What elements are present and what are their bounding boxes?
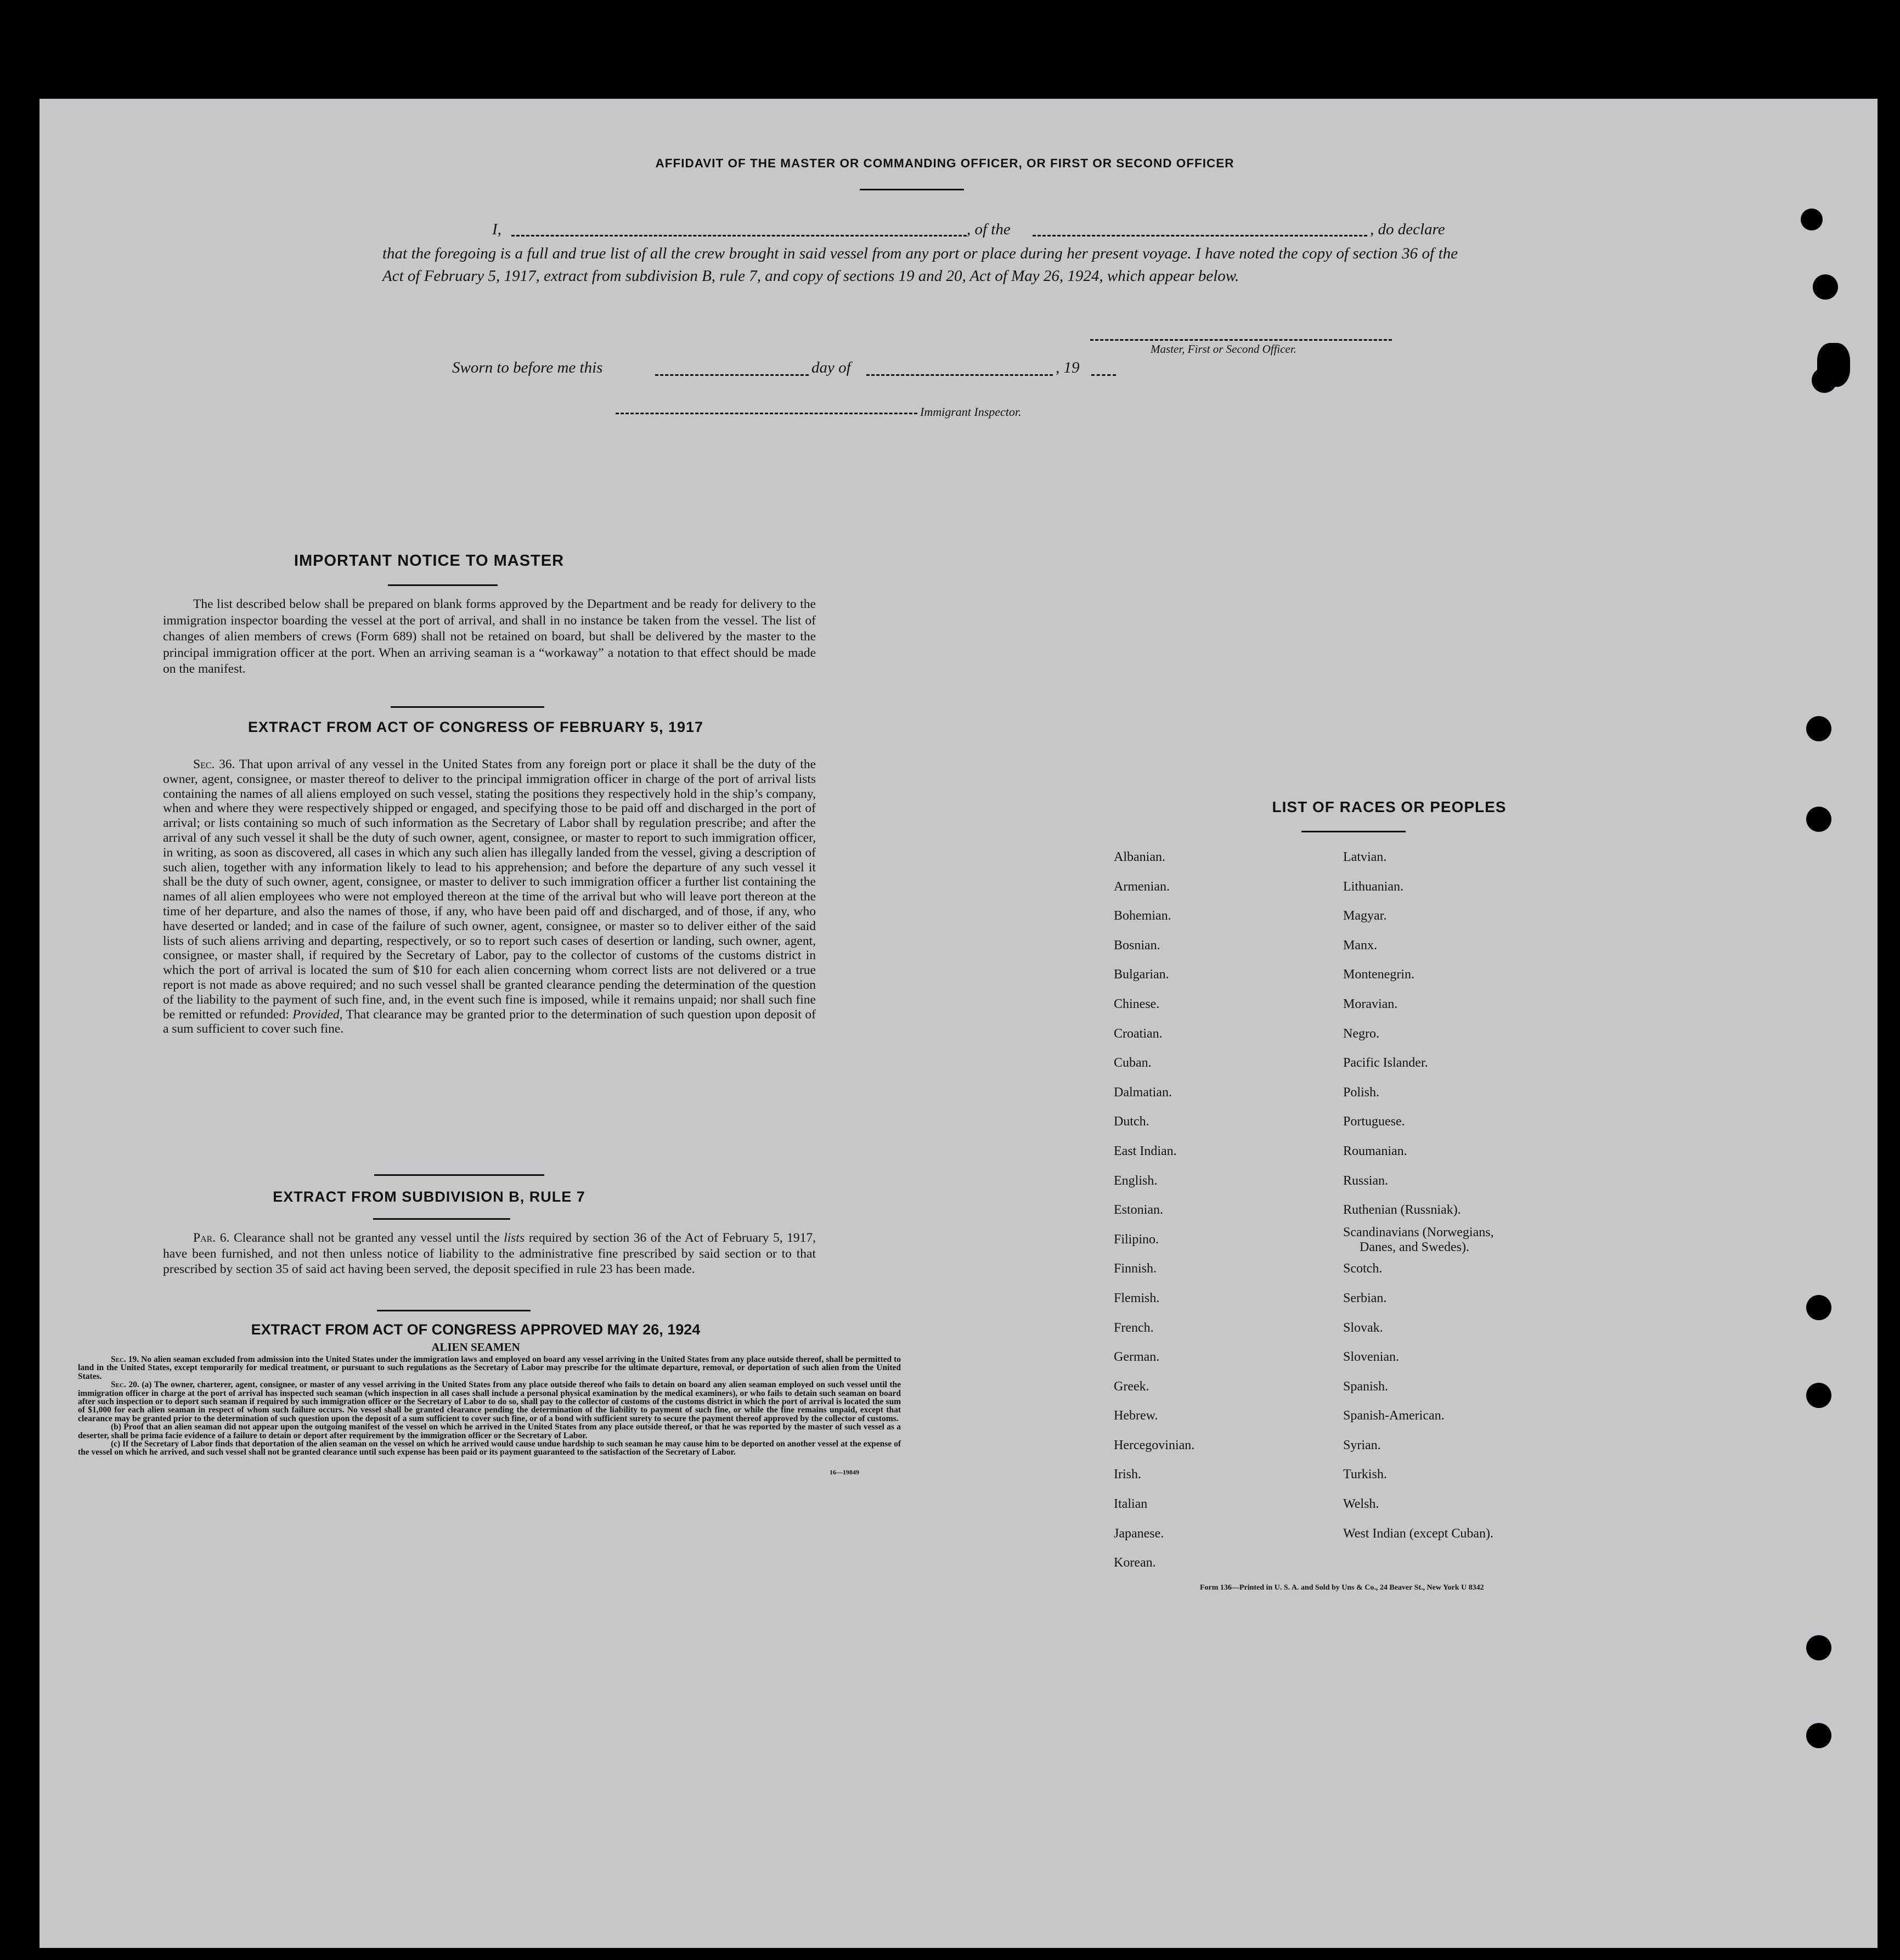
par6-text-a: Clearance shall not be granted any vessel until the (233, 1231, 500, 1245)
sworn-line (452, 359, 1165, 377)
punch-hole (1806, 716, 1831, 741)
race-item: Montenegrin. (1343, 967, 1414, 982)
affidavit-i: I, (492, 221, 501, 238)
race-item: Dutch. (1114, 1114, 1149, 1129)
race-item: Croatian. (1114, 1026, 1163, 1041)
sec36-text-end: That clearance may be granted prior to the determination of such question upon deposit of a sum sufficient to cover such fine. (163, 1007, 816, 1037)
punch-hole (1806, 1295, 1831, 1320)
inspector-signature-line[interactable] (616, 413, 917, 414)
affidavit-of-the: , of the (967, 221, 1011, 238)
race-item: East Indian. (1114, 1144, 1177, 1158)
race-item: Scandinavians (Norwegians, (1343, 1225, 1494, 1240)
race-item: Bosnian. (1114, 938, 1160, 953)
form-number: 16—19849 (830, 1468, 859, 1476)
subdivision-rule (374, 1174, 544, 1176)
form-page (40, 99, 1878, 1948)
sec19-text: No alien seaman excluded from admission into the United States under the immigration laws and employed on board any vessel arriving in the United States from any place outside thereof, shall be permitted to land in the United States, except temporarily for medical treatment, or pursuant to such regulations as the Secretary of Labor may prescribe for the ultimate departure, removal, or deportation of such alien from the United States. (78, 1355, 901, 1381)
race-item: Russian. (1343, 1173, 1389, 1188)
races-heading: LIST OF RACES OR PEOPLES (1272, 798, 1507, 815)
sec36-label: Sec. 36. (193, 757, 235, 771)
sec20-label: Sec. 20. (111, 1380, 139, 1390)
race-item: Magyar. (1343, 909, 1387, 923)
extract1924-rule (377, 1310, 531, 1311)
blank-name[interactable] (511, 235, 967, 236)
race-item: West Indian (except Cuban). (1343, 1526, 1493, 1541)
sec20b-text: (b) Proof that an alien seaman did not appear upon the outgoing manifest of the vessel on which he arrived in the United States from any place outside thereof, or that he was reported by the master of such vessel as a deserter, shall be prima facie evidence of a failure to detain or deport after requirement by the immigration officer or the Secretary of Labor. (78, 1422, 901, 1440)
race-item: Slovenian. (1343, 1350, 1399, 1365)
punch-hole (1806, 1383, 1831, 1408)
race-item: Korean. (1114, 1556, 1156, 1570)
extract1917-text (163, 757, 816, 1037)
sec19-label: Sec. 19. (111, 1355, 139, 1364)
master-signature-line[interactable] (1090, 339, 1392, 341)
punch-hole (1801, 209, 1823, 230)
race-item: Roumanian. (1343, 1144, 1407, 1158)
extract1924-text (78, 1355, 901, 1457)
inspector-caption: Immigrant Inspector. (920, 405, 1022, 419)
sec36-text: That upon arrival of any vessel in the United States from any foreign port or place it shall be the duty of the owner, agent, consignee, or master thereof to deliver to the principal immigration officer in charge of the port of arrival lists containing the names of all aliens employed on such vessel, stating the positions they respectively hold in the ship’s company, when and where they were respectively shipped or engaged, and specifying those to be paid off and discharged in the port of arrival; or lists containing so much of such information as the Secretary of Labor shall by regulation prescribe; and after the arrival of any such vessel it shall be the duty of such owner, agent, consignee, or master to report to such immigration officer, in writing, as soon as discovered, all cases in which any such alien has illegally landed from the vessel, giving a description of such alien, together with any information likely to lead to his apprehension; and before the departure of any such vessel it shall be the duty of such owner, agent, consignee, or master to deliver to such immigration officer a further list containing the names of all alien employees who were not employed thereon at the time of the arrival but who will leave port thereon at the time of her departure, and also the names of those, if any, who have been paid off and discharged, and of those, if any, who have deserted or landed; and in case of the failure of such owner, agent, consignee, or master so to deliver either of the said lists of such aliens arriving and departing, respectively, or so to report such cases of desertion or landing, such owner, agent, consignee, or master shall, if required by the Secretary of Labor, pay to the collector of customs of the customs district in which the port of arrival is located the sum of $10 for each alien concerning whom correct lists are not delivered or a true report is not made as above required; and no such vessel shall be granted clearance pending the determination of the question of the liability to the payment of such fine, and, in the event such fine is imposed, while it remains unpaid; nor shall such fine be remitted or refunded: (163, 757, 816, 1022)
race-item: Albanian. (1114, 850, 1165, 864)
sec36-provided: Provided, (292, 1007, 343, 1022)
race-item: Welsh. (1343, 1497, 1379, 1512)
blank-vessel[interactable] (1033, 235, 1367, 236)
race-item: Italian (1114, 1497, 1148, 1512)
notice-rule (388, 584, 498, 586)
par6-text-b: required by section 36 of the Act of February 5, 1917, have been furnished, and not then unless notice of liability to the administrative fine prescribed by said section or to that prescribed by section 35 of said act having been served, the deposit specified in rule 23 has been made. (163, 1231, 816, 1276)
race-item: Cuban. (1114, 1056, 1152, 1071)
par6-lists: lists (504, 1231, 525, 1245)
race-item: Bulgarian. (1114, 967, 1169, 982)
sec20c-text: (c) If the Secretary of Labor finds that deportation of the alien seaman on the vessel on which he arrived would cause undue hardship to such seaman he may cause him to be deported on another vessel at the expense of the vessel on which he arrived, and such vessel shall not be granted clearance until such expense has been paid or its payment guaranteed to the satisfaction of the Secretary of Labor. (78, 1439, 901, 1457)
races-right-column (1343, 843, 1494, 1548)
race-item: French. (1114, 1320, 1154, 1335)
year-text: , 19 (1056, 359, 1080, 376)
race-item: Irish. (1114, 1467, 1141, 1482)
punch-hole (1806, 807, 1831, 832)
race-item: English. (1114, 1173, 1158, 1188)
race-item: Portuguese. (1343, 1114, 1405, 1129)
blank-day[interactable] (655, 374, 809, 376)
race-item: Hercegovinian. (1114, 1438, 1195, 1452)
race-item: Flemish. (1114, 1291, 1160, 1305)
extract1924-subheading: ALIEN SEAMEN (431, 1341, 520, 1354)
punch-hole (1812, 368, 1837, 393)
race-item: Spanish. (1343, 1379, 1389, 1394)
notice-heading: IMPORTANT NOTICE TO MASTER (294, 552, 565, 570)
sworn-text: Sworn to before me this (452, 359, 603, 376)
races-rule (1301, 831, 1406, 832)
race-item: Chinese. (1114, 996, 1160, 1011)
race-item: Dalmatian. (1114, 1085, 1172, 1100)
race-item: German. (1114, 1350, 1160, 1365)
subdivision-heading-rule (373, 1218, 510, 1220)
day-of-text: day of (811, 359, 851, 376)
race-item: Greek. (1114, 1379, 1149, 1394)
notice-text (163, 596, 816, 678)
sec20a-text: (a) The owner, charterer, agent, consignee, or master of any vessel arriving in the United States from any place outside thereof who fails to detain on board any alien seaman employed on such vessel until the immigration officer in charge at the port of arrival has inspected such seaman (which inspection in all cases shall include a personal physical examination by the medical examiners), or who fails to detain such seaman on board after such inspection or to deport such seaman if required by such immigration officer or the Secretary of Labor to do so, shall pay to the collector of customs of the customs district in which the port of arrival is located the sum of $1,000 for each alien seaman in respect of whom such failure occurs. No vessel shall be granted clearance pending the determination of the liability to payment of such fine, or while the fine remains unpaid, except that clearance may be granted prior to the determination of such question upon the deposit of a sum sufficient to cover such fine, or of a bond with sufficient surety to secure the payment thereof approved by the collector of customs. (78, 1380, 901, 1423)
race-item: Turkish. (1343, 1467, 1387, 1482)
affidavit-body: that the foregoing is a full and true list of all the crew brought in said vessel from any port or place during her present voyage. I have noted the copy of section 36 of the Act of February 5, 1917, extract from subdivision B, rule 7, and copy of sections 19 and 20, Act of May 26, 1924, which appear below. (382, 245, 1458, 285)
punch-hole (1806, 1723, 1831, 1748)
affidavit-declare: , do declare (1370, 221, 1445, 238)
blank-year[interactable] (1091, 374, 1116, 376)
race-item: Syrian. (1343, 1438, 1381, 1452)
race-item: Manx. (1343, 938, 1377, 953)
race-item: Latvian. (1343, 850, 1387, 864)
title-rule (860, 189, 964, 190)
affidavit-title: AFFIDAVIT OF THE MASTER OR COMMANDING OFFICER, OR FIRST OR SECOND OFFICER (655, 156, 1234, 170)
race-item: Japanese. (1114, 1526, 1164, 1541)
race-item: Moravian. (1343, 996, 1398, 1011)
printer-footer: Form 136—Printed in U. S. A. and Sold by Uns & Co., 24 Beaver St., New York U 8342 (1200, 1584, 1484, 1592)
race-item: Filipino. (1114, 1232, 1159, 1247)
affidavit-line1 (380, 221, 1461, 239)
race-item: Armenian. (1114, 879, 1170, 894)
subdivision-heading: EXTRACT FROM SUBDIVISION B, RULE 7 (273, 1189, 585, 1205)
race-item: Slovak. (1343, 1320, 1383, 1335)
master-caption: Master, First or Second Officer. (1151, 342, 1296, 356)
race-item: Pacific Islander. (1343, 1056, 1428, 1071)
race-item: Finnish. (1114, 1261, 1157, 1276)
race-item: Ruthenian (Russniak). (1343, 1203, 1461, 1218)
subdivision-text (163, 1230, 816, 1277)
race-item: Negro. (1343, 1026, 1379, 1041)
race-item: Lithuanian. (1343, 879, 1403, 894)
race-item: Scotch. (1343, 1261, 1383, 1276)
punch-hole (1806, 1635, 1831, 1660)
extract1924-heading: EXTRACT FROM ACT OF CONGRESS APPROVED MAY 26, 1924 (251, 1321, 701, 1338)
blank-month[interactable] (866, 374, 1053, 376)
races-left-column (1114, 843, 1194, 1578)
race-item: Bohemian. (1114, 909, 1171, 923)
race-item: Serbian. (1343, 1291, 1387, 1305)
race-item: Hebrew. (1114, 1409, 1158, 1423)
race-item: Polish. (1343, 1085, 1380, 1100)
notice-text-content: The list described below shall be prepared on blank forms approved by the Department and be ready for delivery to the immigration inspector boarding the vessel at the port of arrival, and shall in no instance be taken from the vessel. The list of changes of alien members of crews (Form 689) shall not be retained on board, but shall be delivered by the master to the principal immigration officer at the port. When an arriving seaman is a “workaway” a notation to that effect should be made on the manifest. (163, 597, 816, 676)
race-item: Spanish-American. (1343, 1409, 1445, 1423)
extract1917-rule (391, 706, 544, 708)
par6-label: Par. 6. (193, 1231, 230, 1245)
race-item: Estonian. (1114, 1203, 1163, 1218)
race-item: Danes, and Swedes). (1360, 1240, 1469, 1254)
punch-hole (1813, 274, 1838, 300)
extract1917-heading: EXTRACT FROM ACT OF CONGRESS OF FEBRUARY 5, 1917 (247, 719, 704, 735)
